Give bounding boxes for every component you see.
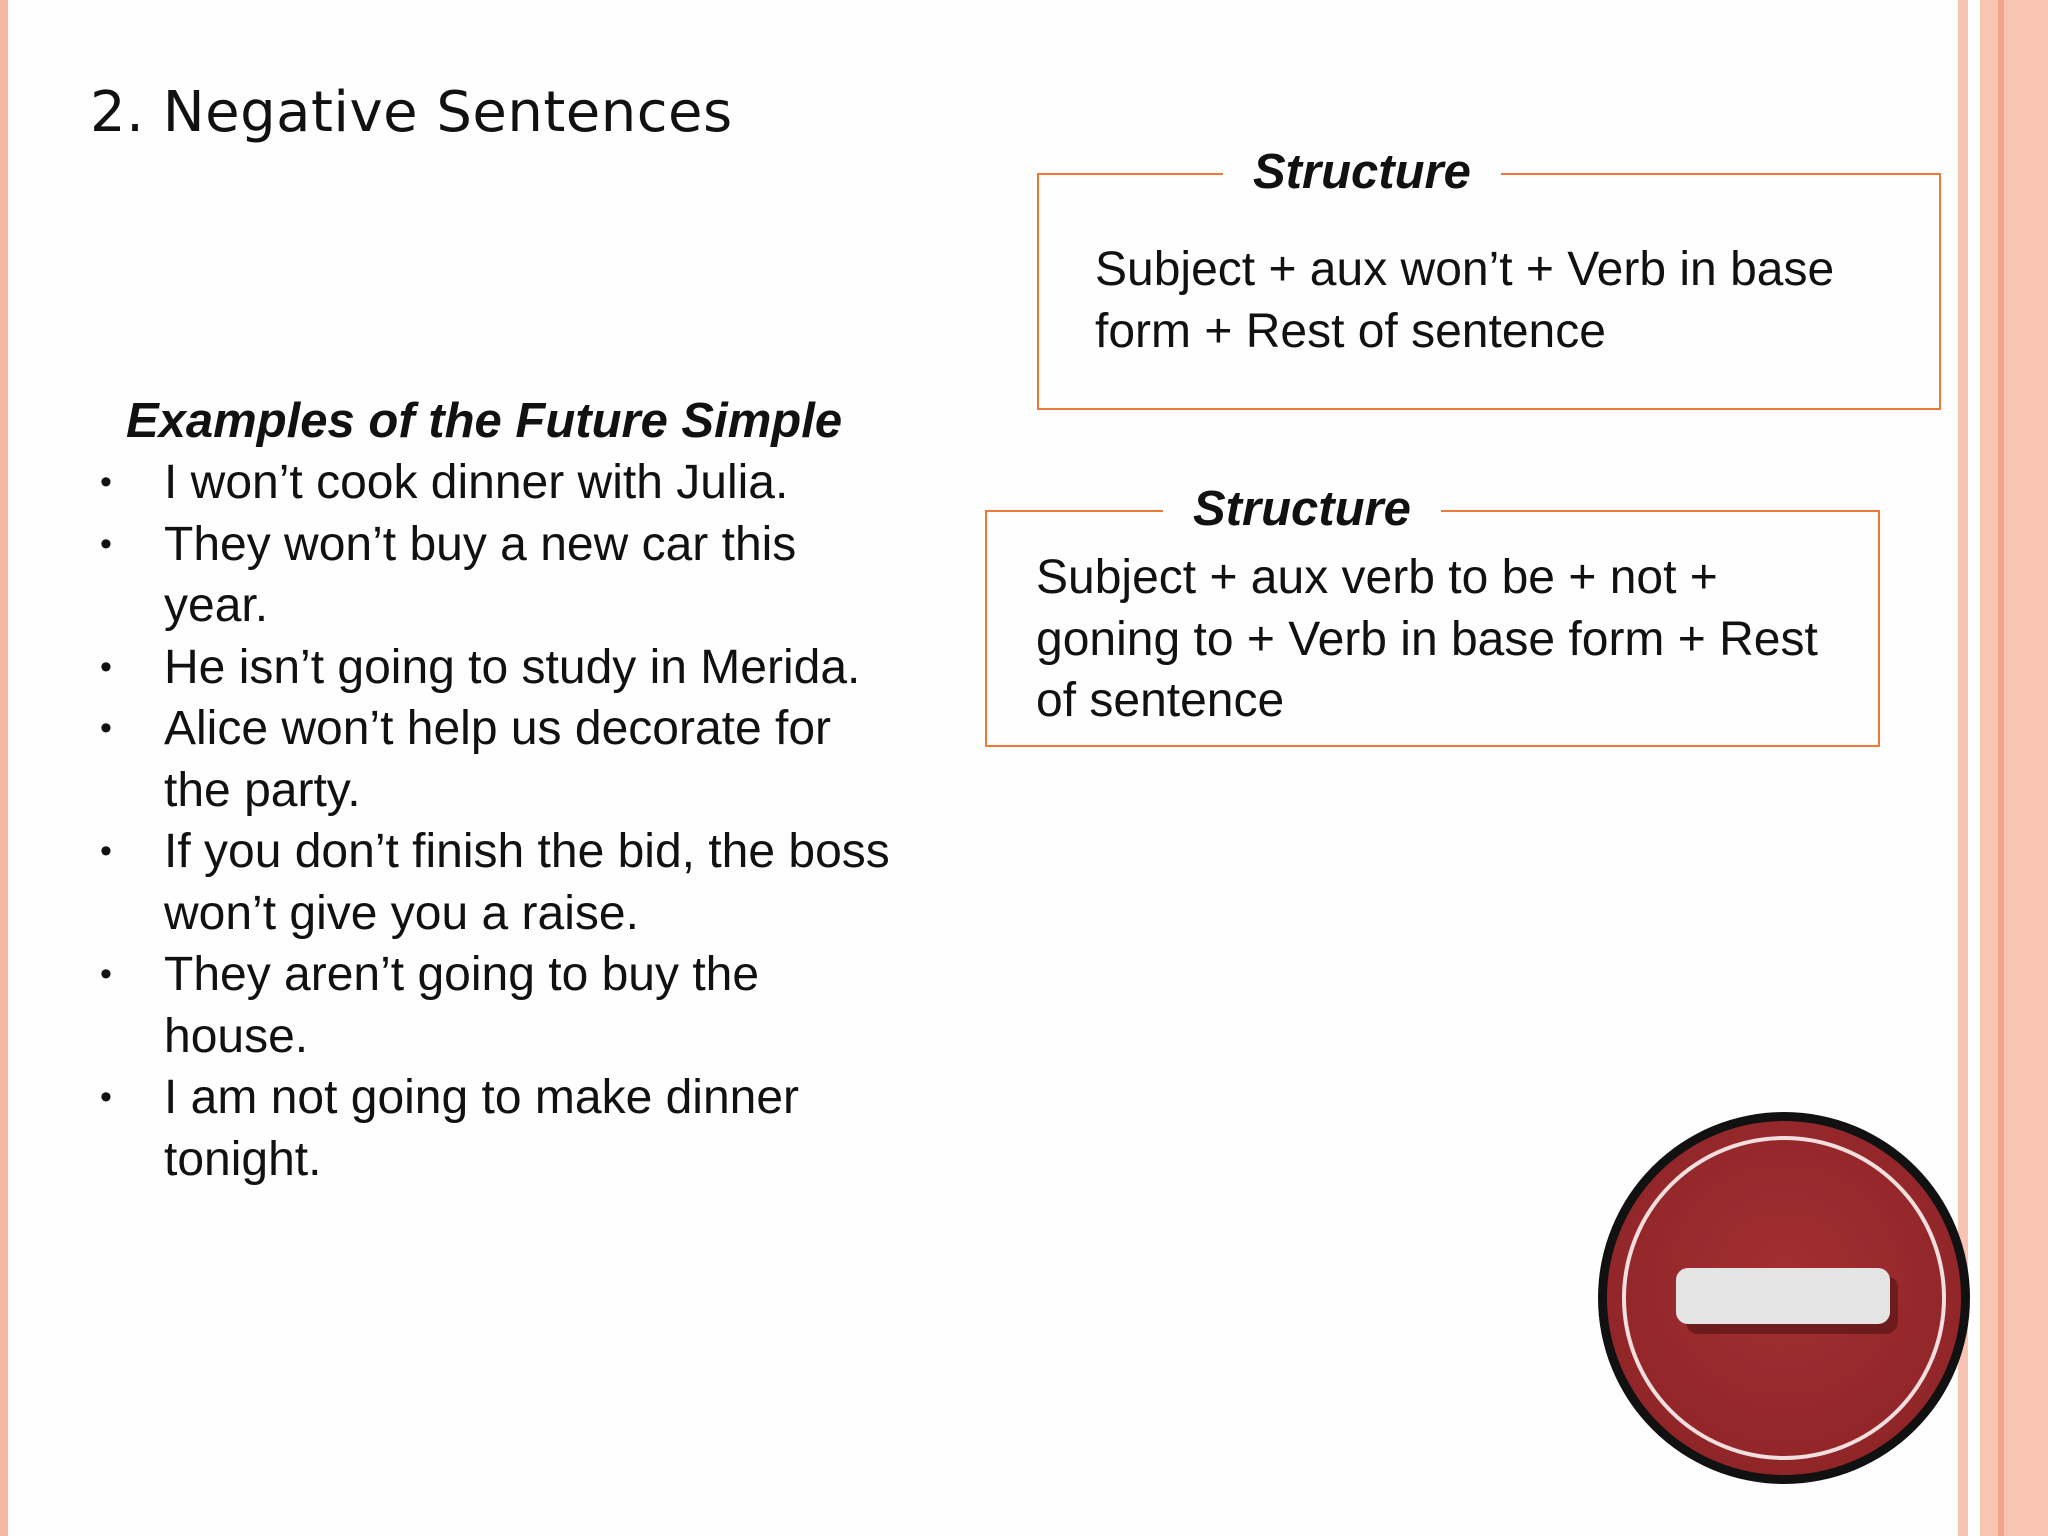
bullet-icon: • xyxy=(100,832,112,870)
example-text: If you don’t finish the bid, the boss won’t give you a raise. xyxy=(164,825,890,940)
bullet-icon: • xyxy=(100,647,112,686)
no-entry-icon xyxy=(1594,1108,1974,1488)
example-text: Alice won’t help us decorate for the party. xyxy=(164,702,832,817)
examples-list xyxy=(90,452,910,1190)
border-stripe-wide xyxy=(1980,0,2048,1536)
structure-box-text: Subject + aux verb to be + not + goning to + Verb in base form + Rest of sentence xyxy=(1036,551,1818,727)
border-stripe-inner xyxy=(1998,0,2004,1536)
structure-box-text: Subject + aux won’t + Verb in base form + Rest of sentence xyxy=(1095,243,1835,358)
structure-box-label: Structure xyxy=(1163,479,1441,539)
example-text: I won’t cook dinner with Julia. xyxy=(164,456,789,509)
examples-heading: Examples of the Future Simple xyxy=(126,394,843,448)
bullet-icon: • xyxy=(100,463,112,501)
list-item xyxy=(90,698,910,821)
bullet-icon: • xyxy=(100,524,112,563)
bullet-icon: • xyxy=(100,1078,112,1116)
examples-section xyxy=(90,390,910,1190)
list-item xyxy=(90,1067,910,1190)
example-text: He isn’t going to study in Merida. xyxy=(164,640,861,694)
list-item xyxy=(90,944,910,1067)
list-item xyxy=(90,637,910,699)
list-item xyxy=(90,821,910,944)
structure-box-label: Structure xyxy=(1223,142,1501,202)
structure-box-going-to xyxy=(985,482,1880,747)
list-item xyxy=(90,452,910,514)
slide-title: 2. Negative Sentences xyxy=(90,80,733,145)
list-item xyxy=(90,514,910,637)
example-text: I am not going to make dinner tonight. xyxy=(164,1071,800,1186)
example-text: They won’t buy a new car this year. xyxy=(164,517,797,632)
bullet-icon: • xyxy=(100,709,112,747)
example-text: They aren’t going to buy the house. xyxy=(164,948,760,1063)
structure-box-will xyxy=(1037,145,1941,410)
bullet-icon: • xyxy=(100,955,112,993)
border-stripe-left-edge xyxy=(0,0,8,1536)
